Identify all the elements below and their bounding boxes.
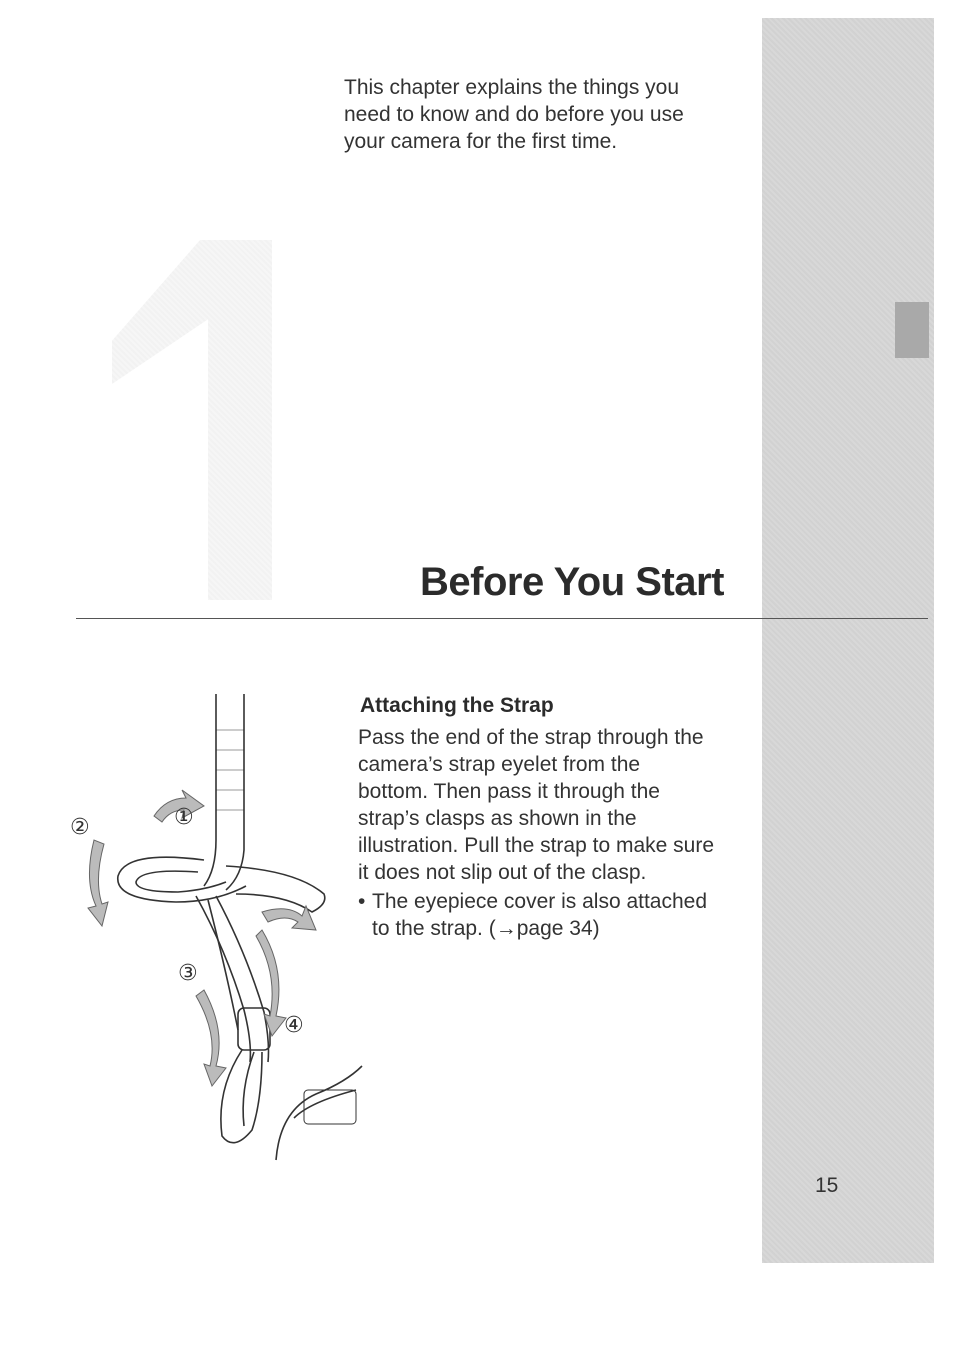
body-line: camera’s strap eyelet from the <box>358 753 641 776</box>
chapter-title: Before You Start <box>420 560 724 604</box>
note-bullet: • <box>358 890 366 913</box>
chapter-number-watermark <box>112 240 272 600</box>
strap-attachment-illustration <box>66 690 366 1170</box>
body-line: Pass the end of the strap through the <box>358 726 704 749</box>
body-line: illustration. Pull the strap to make sure <box>358 834 714 857</box>
note-text <box>372 888 707 942</box>
step-label: ④ <box>284 1013 304 1038</box>
body-line: it does not slip out of the clasp. <box>358 861 647 884</box>
intro-line: your camera for the first time. <box>344 130 618 153</box>
page-number: 15 <box>815 1174 839 1197</box>
section-body <box>358 724 758 886</box>
body-line: strap’s clasps as shown in the <box>358 807 637 830</box>
step-label: ③ <box>178 961 198 986</box>
step-label: ① <box>174 805 194 830</box>
chapter-side-tab <box>762 18 934 1263</box>
intro-line: need to know and do before you use <box>344 103 684 126</box>
note-item <box>358 888 758 942</box>
body-line: bottom. Then pass it through the <box>358 780 660 803</box>
intro-line: This chapter explains the things you <box>344 76 680 99</box>
section-title: Attaching the Strap <box>360 694 554 717</box>
note-line: to the strap. (→page 34) <box>372 917 600 940</box>
chapter-intro <box>344 74 744 155</box>
step-label: ② <box>70 815 90 840</box>
title-divider <box>76 618 928 619</box>
note-line: The eyepiece cover is also attached <box>372 890 708 913</box>
chapter-tab-marker <box>895 302 929 358</box>
